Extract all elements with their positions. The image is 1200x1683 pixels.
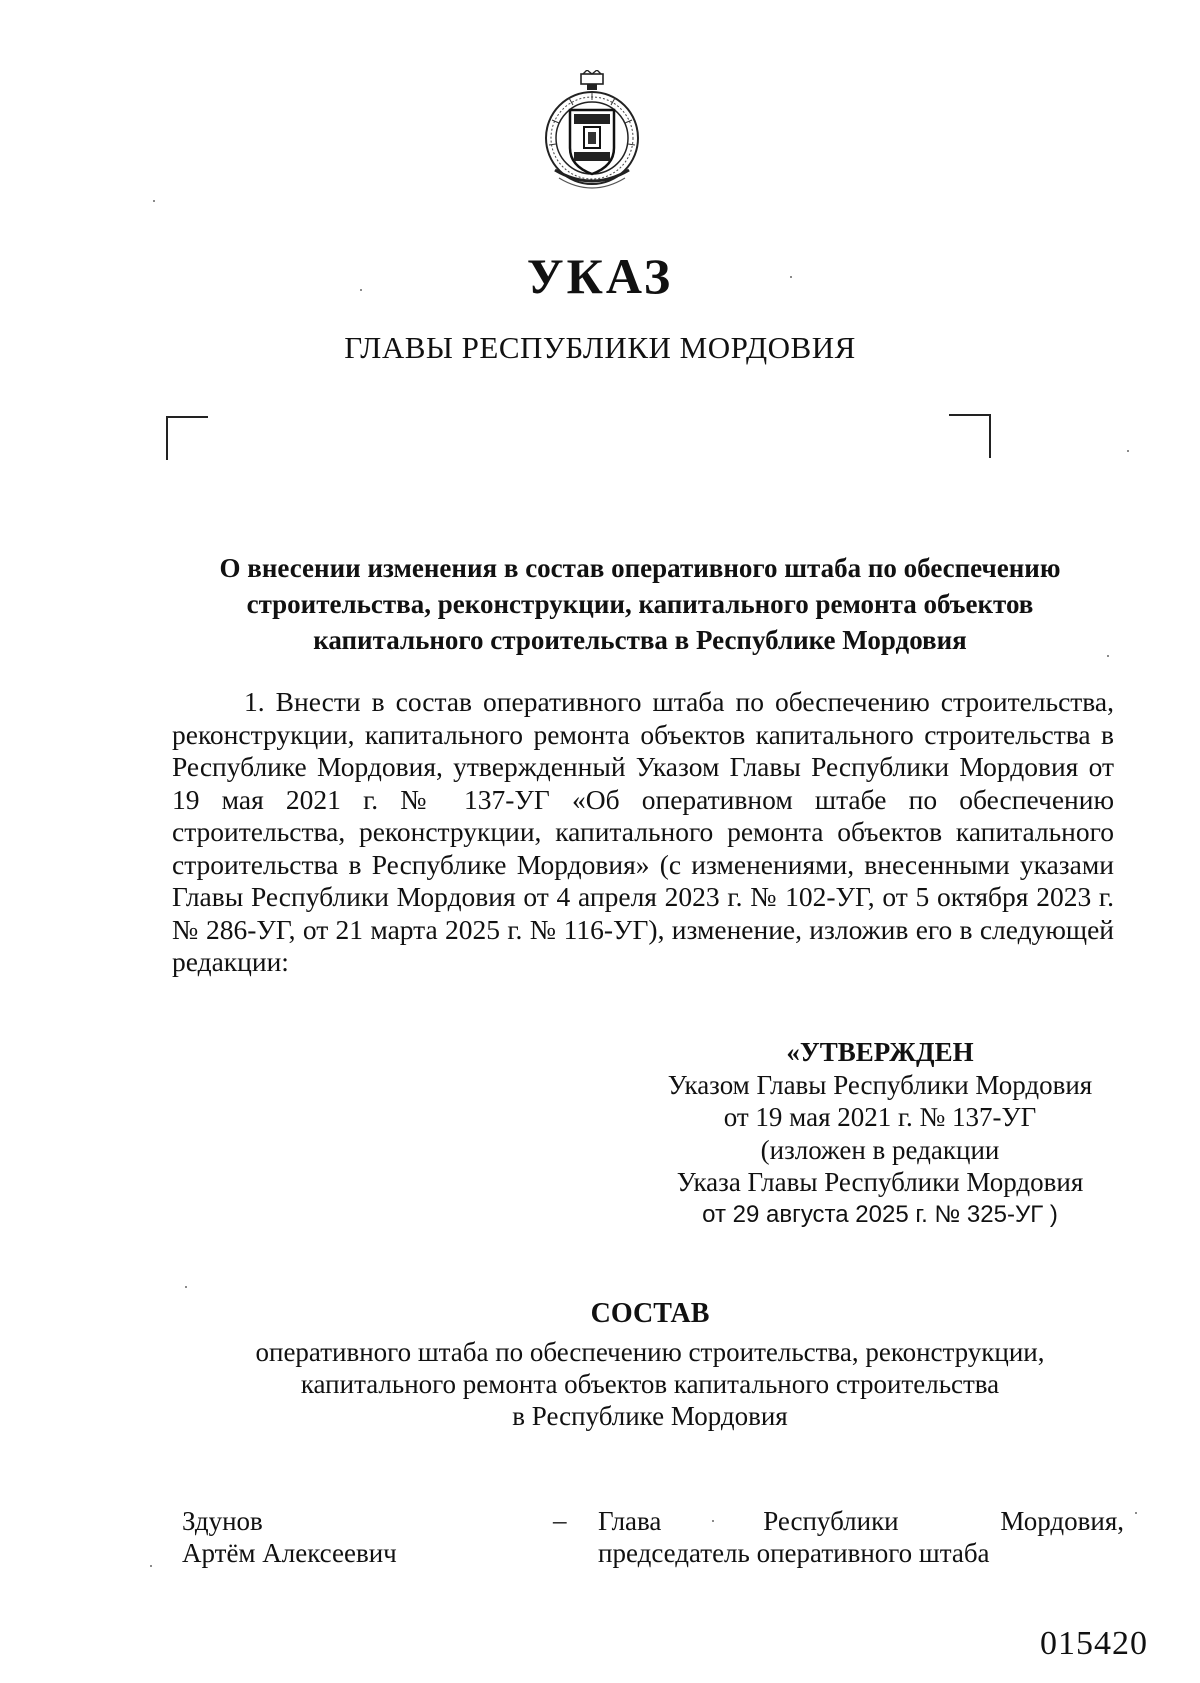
scan-speck bbox=[1127, 450, 1129, 452]
approval-line: от 19 мая 2021 г. № 137-УГ bbox=[723, 1102, 1037, 1132]
approval-title: «УТВЕРЖДЕН bbox=[786, 1037, 974, 1067]
member-name bbox=[182, 1505, 502, 1569]
scan-speck bbox=[1107, 655, 1109, 657]
role-word: Республики bbox=[763, 1506, 899, 1536]
member-role-line: председатель оперативного штаба bbox=[598, 1538, 990, 1568]
scan-speck bbox=[153, 200, 155, 202]
member-role bbox=[598, 1505, 1124, 1569]
coat-of-arms-icon bbox=[537, 70, 647, 200]
scan-speck bbox=[150, 1565, 152, 1567]
approval-line: (изложен в редакции bbox=[760, 1134, 1000, 1165]
corner-mark-right bbox=[949, 414, 991, 458]
heading-line: строительства, реконструкции, капитального ремонта объектов bbox=[246, 589, 1034, 619]
composition-subtitle bbox=[200, 1336, 1100, 1432]
role-word: Мордовия, bbox=[1000, 1506, 1124, 1536]
approval-date-line: от 29 августа 2025 г. № 325-УГ ) bbox=[702, 1200, 1058, 1228]
role-word: Глава bbox=[598, 1506, 662, 1536]
scan-speck bbox=[185, 1286, 187, 1288]
decree-heading bbox=[170, 550, 1110, 658]
approval-block bbox=[630, 1036, 1130, 1231]
member-given-names: Артём Алексеевич bbox=[182, 1538, 397, 1568]
body-paragraph: 1. Внести в состав оперативного штаба по обеспечению строительства, реконструкции, капитального ремонта объектов капитального строительства в Республике Мордовия, утвержденный Указом Главы Республики Мордовия от 19 мая 2021 г. № 137-УГ «Об оперативном штабе по обеспечению строительства, реконструкции, капитального ремонта объектов капитального строительства в Республике Мордовия» (с изменениями, внесенными указами Главы Республики Мордовия от 4 апреля 2023 г. № 102-УГ, от 5 октября 2023 г. № 286-УГ, от 21 марта 2025 г. № 116-УГ), изменение, изложив его в следующей редакции: bbox=[172, 686, 1114, 977]
member-dash: – bbox=[553, 1505, 567, 1535]
page-code: 015420 bbox=[1040, 1625, 1148, 1662]
approval-line: Указа Главы Республики Мордовия bbox=[676, 1167, 1084, 1197]
approval-line: Указом Главы Республики Мордовия bbox=[667, 1069, 1093, 1100]
heading-line: О внесении изменения в состав оперативного штаба по обеспечению bbox=[219, 553, 1061, 583]
composition-line: оперативного штаба по обеспечению строительства, реконструкции, bbox=[255, 1337, 1045, 1367]
composition-line: в Республике Мордовия bbox=[512, 1401, 788, 1431]
corner-mark-left bbox=[166, 416, 208, 460]
decree-issuer: ГЛАВЫ РЕСПУБЛИКИ МОРДОВИЯ bbox=[344, 330, 856, 365]
scan-speck bbox=[712, 1520, 714, 1522]
scan-speck bbox=[790, 276, 792, 278]
member-surname: Здунов bbox=[182, 1506, 263, 1536]
decree-title: УКАЗ bbox=[526, 248, 674, 304]
heading-line: капитального строительства в Республике Мордовия bbox=[313, 625, 967, 655]
composition-title: СОСТАВ bbox=[590, 1298, 710, 1329]
scan-speck bbox=[360, 289, 362, 291]
member-role-line bbox=[598, 1505, 1124, 1537]
scan-speck bbox=[1135, 1512, 1137, 1514]
composition-line: капитального ремонта объектов капитального строительства bbox=[300, 1369, 1000, 1399]
